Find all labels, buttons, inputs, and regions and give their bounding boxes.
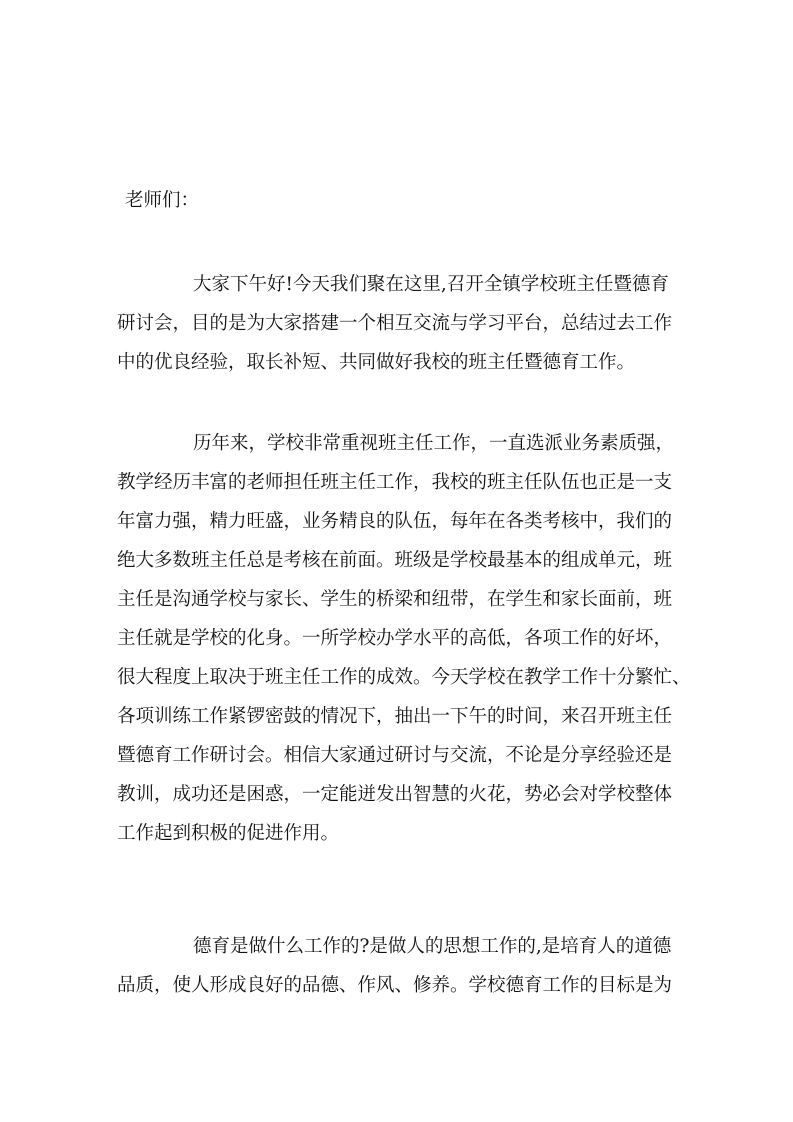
text-line: 历年来，学校非常重视班主任工作，一直选派业务素质强， (193, 433, 675, 454)
text-line: 教学经历丰富的老师担任班主任工作，我校的班主任队伍也正是一支 (117, 472, 673, 493)
text-line: 暨德育工作研讨会。相信大家通过研讨与交流，不论是分享经验还是 (117, 745, 673, 766)
paragraph-2 (117, 424, 692, 853)
text-line: 品质，使人形成良好的品德、作风、修养。学校德育工作的目标是为 (117, 975, 673, 996)
text-line: 大家下午好!今天我们聚在这里,召开全镇学校班主任暨德育 (193, 274, 669, 295)
greeting-text: 老师们： (125, 190, 200, 211)
text-line: 研讨会，目的是为大家搭建一个相互交流与学习平台，总结过去工作 (117, 313, 673, 334)
text-line: 主任就是学校的化身。一所学校办学水平的高低，各项工作的好坏， (117, 628, 673, 649)
paragraph-1 (117, 265, 692, 382)
text-line: 年富力强，精力旺盛，业务精良的队伍，每年在各类考核中，我们的 (117, 511, 673, 532)
text-line: 主任是沟通学校与家长、学生的桥梁和纽带，在学生和家长面前，班 (117, 589, 673, 610)
text-line: 各项训练工作紧锣密鼓的情况下，抽出一下午的时间，来召开班主任 (117, 706, 673, 727)
greeting (125, 181, 700, 220)
text-line: 绝大多数班主任总是考核在前面。班级是学校最基本的组成单元，班 (117, 550, 673, 571)
paragraph-3 (117, 927, 692, 1005)
text-line: 很大程度上取决于班主任工作的成效。今天学校在教学工作十分繁忙、 (117, 667, 691, 688)
text-line: 中的优良经验，取长补短、共同做好我校的班主任暨德育工作。 (117, 352, 636, 373)
text-line: 工作起到积极的促进作用。 (117, 823, 340, 844)
text-line: 教训，成功还是困惑，一定能迸发出智慧的火花，势必会对学校整体 (117, 784, 673, 805)
text-line: 德育是做什么工作的?是做人的思想工作的,是培育人的道德 (193, 936, 672, 957)
